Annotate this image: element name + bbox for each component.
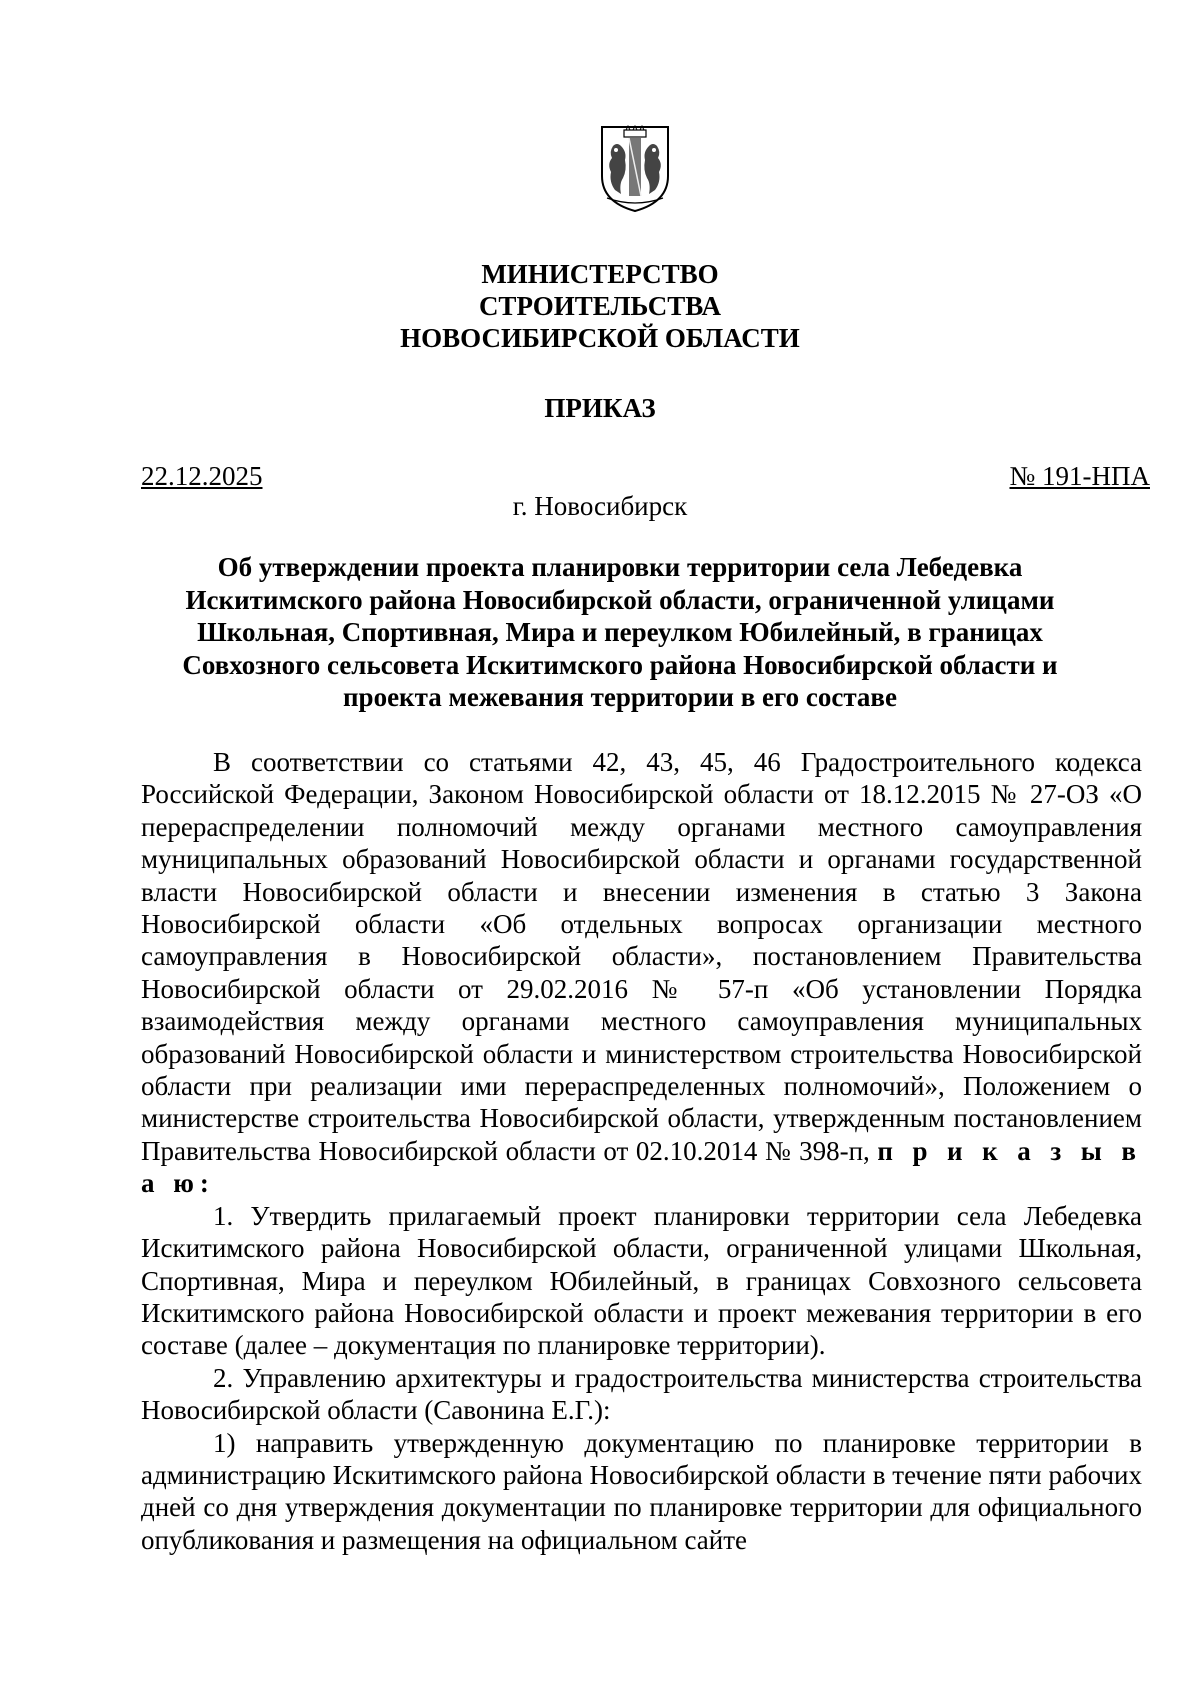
preamble-text: В соответствии со статьями 42, 43, 45, 46 Градостроительного кодекса Российской Федерации, Законом Новосибирской области от 18.12.2015 № 27-ОЗ «О перераспределении полномочий между органами местного самоуправления муниципальных образований Новосибирской области и органами государственной власти Новосибирской области и внесении изменения в статью 3 Закона Новосибирской области «Об отдельных вопросах организации местного самоуправления в Новосибирской области», постановлением Правительства Новосибирской области от 29.02.2016 № 57-п «Об установлении Порядка взаимодействия между органами местного самоуправления муниципальных образований Новосибирской области и министерством строительства Новосибирской области при реализации ими перераспределенных полномочий», Положением о министерстве строительства Новосибирской области, утвержденным постановлением Правительства Новосибирской области от 02.10.2014 № 398-п,	[141, 747, 1142, 1166]
document-date: 22.12.2025	[141, 461, 263, 491]
ministry-line-2: СТРОИТЕЛЬСТВА	[478, 291, 722, 321]
ministry-line-1: МИНИСТЕРСТВО	[481, 259, 719, 289]
order-word: п р и к а з ы в а ю:	[141, 1135, 1143, 1199]
document-body	[141, 746, 1142, 1556]
document-subject: Об утверждении проекта планировки территории села Лебедевка Искитимского района Новосибирской области, ограниченной улицами Школьная, Спортивная, Мира и переулком Юбилейный, в границах Совхозного сельсовета Искитимского района Новосибирской области и проекта межевания территории в его составе	[182, 552, 1058, 712]
document-type: ПРИКАЗ	[544, 393, 656, 423]
document-city: г. Новосибирск	[512, 491, 688, 521]
document-number: № 191-НПА	[1009, 461, 1150, 491]
item-1-paragraph: 1. Утвердить прилагаемый проект планировки территории села Лебедевка Искитимского района Новосибирской области, ограниченной улицами Школьная, Спортивная, Мира и переулком Юбилейный, в границах Совхозного сельсовета Искитимского района Новосибирской области и проект межевания территории в его составе (далее – документация по планировке территории).	[141, 1200, 1142, 1361]
item-2-1-paragraph: 1) направить утвержденную документацию по планировке территории в администрацию Искитимского района Новосибирской области в течение пяти рабочих дней со дня утверждения документации по планировке территории для официального опубликования и размещения на официальном сайте	[141, 1427, 1142, 1555]
ministry-name	[0, 258, 1200, 354]
coat-of-arms-icon	[599, 124, 671, 214]
item-2-paragraph: 2. Управлению архитектуры и градостроительства министерства строительства Новосибирской области (Савонина Е.Г.):	[141, 1362, 1142, 1426]
ministry-line-3: НОВОСИБИРСКОЙ ОБЛАСТИ	[400, 323, 800, 353]
preamble-paragraph	[141, 746, 1142, 1200]
